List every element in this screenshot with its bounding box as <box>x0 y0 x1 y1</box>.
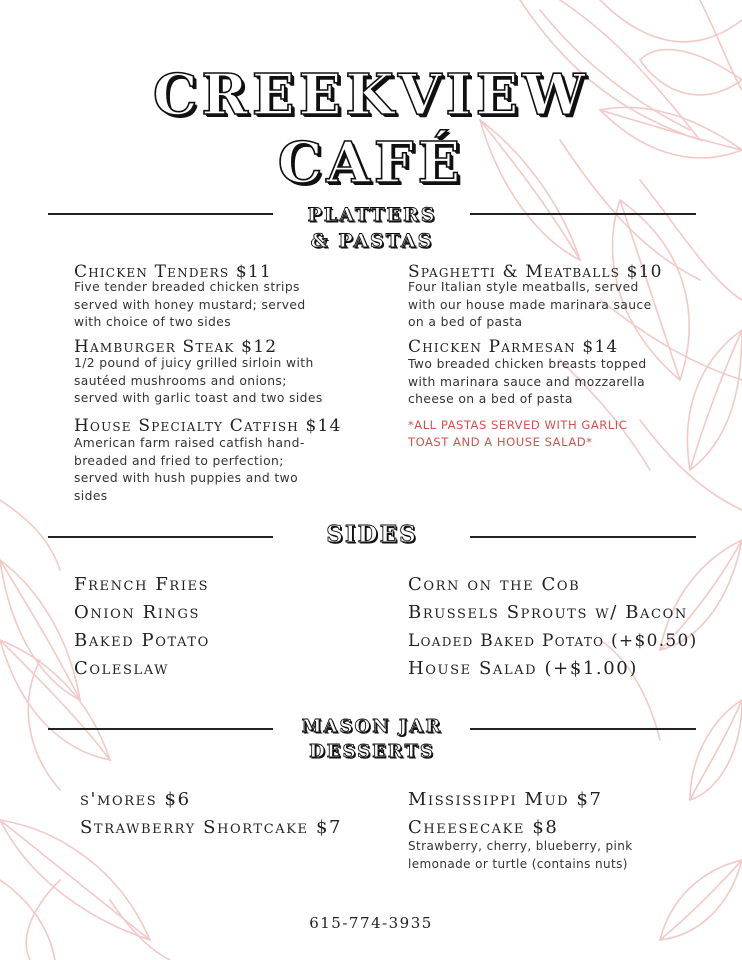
phone-number: 615-774-3935 <box>309 914 433 932</box>
desserts-heading-line1: MASON JAR <box>301 716 443 737</box>
section-divider-left <box>48 536 273 538</box>
restaurant-name-line2: CAFÉ <box>277 130 465 196</box>
menu-item-name: Chicken Parmesan $14 <box>408 337 619 357</box>
platters-heading-line2: & PASTAS <box>310 230 434 252</box>
menu-item-description: 1/2 pound of juicy grilled sirloin with sautéed mushrooms and onions; served with garlic toast and two sides <box>74 356 323 405</box>
desserts-heading-line2: DESSERTS <box>309 741 435 762</box>
side-item: French Fries <box>74 574 210 595</box>
side-item: Brussels Sprouts w/ Bacon <box>408 602 688 623</box>
menu-item-name: Spaghetti & Meatballs $10 <box>408 262 663 282</box>
side-item: Loaded Baked Potato (+$0.50) <box>408 631 698 651</box>
menu-item-description: Five tender breaded chicken strips served with honey mustard; served with choice of two sides <box>74 280 306 329</box>
restaurant-name-line1: CREEKVIEW <box>152 62 590 128</box>
section-divider-right <box>470 728 696 730</box>
section-divider-left <box>48 213 273 215</box>
dessert-item-name: s'mores $6 <box>80 789 191 810</box>
menu-item-name: Chicken Tenders $11 <box>74 262 272 282</box>
platters-heading-line1: PLATTERS <box>307 204 437 226</box>
side-item: Corn on the Cob <box>408 574 581 595</box>
dessert-item-name: Strawberry Shortcake $7 <box>80 817 343 838</box>
dessert-item-name: Cheesecake $8 <box>408 817 559 838</box>
section-divider-right <box>470 536 696 538</box>
side-item: House Salad (+$1.00) <box>408 658 638 679</box>
sides-heading: SIDES <box>326 521 418 548</box>
dessert-item-name: Mississippi Mud $7 <box>408 789 603 810</box>
menu-item-description: Four Italian style meatballs, served with our house made marinara sauce on a bed of pasta <box>408 280 652 329</box>
section-divider-left <box>48 728 273 730</box>
menu-item-name: House Specialty Catfish $14 <box>74 416 342 436</box>
menu-item-description: American farm raised catfish hand-breaded and fried to perfection; served with hush puppies and two sides <box>74 436 305 503</box>
menu-item-description: Two breaded chicken breasts topped with marinara sauce and mozzarella cheese on a bed of pasta <box>408 357 647 406</box>
dessert-item-description: Strawberry, cherry, blueberry, pink lemonade or turtle (contains nuts) <box>408 839 633 871</box>
section-divider-right <box>470 213 696 215</box>
side-item: Coleslaw <box>74 658 170 679</box>
side-item: Baked Potato <box>74 630 210 651</box>
pasta-note: *ALL PASTAS SERVED WITH GARLIC TOAST AND A HOUSE SALAD* <box>408 418 628 449</box>
side-item: Onion Rings <box>74 602 200 623</box>
menu-item-name: Hamburger Steak $12 <box>74 337 278 357</box>
